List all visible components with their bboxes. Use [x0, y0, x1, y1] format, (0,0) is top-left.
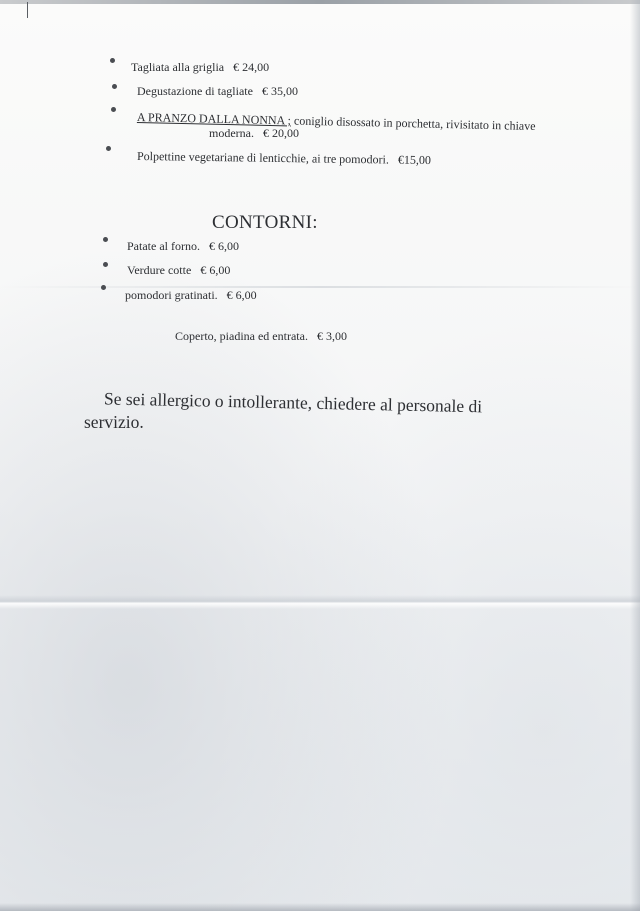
- item-price: € 6,00: [208, 239, 239, 253]
- menu-item-continuation: [209, 126, 299, 141]
- pen-mark: [27, 2, 28, 18]
- item-price: € 6,00: [226, 288, 257, 302]
- paper-fold: [0, 595, 640, 609]
- allergy-notice-line: Se sei allergico o intollerante, chiedere al personale di: [103, 388, 483, 417]
- coperto-line: [175, 329, 347, 344]
- paper-edge-shadow: [630, 0, 640, 911]
- menu-item: [137, 149, 431, 168]
- side-item: [127, 239, 239, 254]
- paper-crease: [0, 286, 640, 288]
- paper-top-edge: [0, 0, 640, 4]
- item-description: coniglio disossato in porchetta, rivisitato in chiave: [293, 113, 536, 134]
- menu-item: [137, 84, 298, 99]
- item-name: Degustazione di tagliate: [137, 84, 253, 98]
- coperto-text: Coperto, piadina ed entrata.: [175, 329, 308, 343]
- allergy-notice: [84, 386, 554, 434]
- item-name: A PRANZO DALLA NONNA ;: [136, 110, 292, 128]
- item-name: Patate al forno.: [127, 239, 200, 253]
- side-item: [125, 288, 257, 303]
- item-price: € 35,00: [261, 84, 298, 98]
- bullet-icon: [103, 237, 108, 242]
- bullet-icon: [112, 84, 117, 89]
- contorni-heading: CONTORNI:: [212, 212, 318, 233]
- item-price: € 6,00: [200, 263, 231, 277]
- menu-item: [131, 60, 269, 75]
- item-name: Verdure cotte: [127, 263, 192, 277]
- item-price: €15,00: [397, 152, 431, 168]
- bullet-icon: [106, 146, 111, 151]
- item-price: € 24,00: [233, 60, 270, 74]
- bullet-icon: [110, 58, 115, 63]
- coperto-price: € 3,00: [316, 329, 347, 343]
- item-name: pomodori gratinati.: [125, 288, 218, 302]
- item-name: Polpettine vegetariane di lenticchie, ai tre pomodori.: [136, 149, 390, 167]
- bullet-icon: [103, 262, 108, 267]
- item-price: € 20,00: [262, 126, 299, 140]
- allergy-notice-line: servizio.: [84, 412, 144, 432]
- bullet-icon: [101, 285, 106, 290]
- item-description: moderna.: [209, 126, 254, 140]
- menu-item: [137, 110, 536, 134]
- side-item: [127, 263, 230, 278]
- paper-bottom-shadow: [0, 903, 640, 911]
- item-name: Tagliata alla griglia: [131, 60, 225, 74]
- bullet-icon: [111, 107, 116, 112]
